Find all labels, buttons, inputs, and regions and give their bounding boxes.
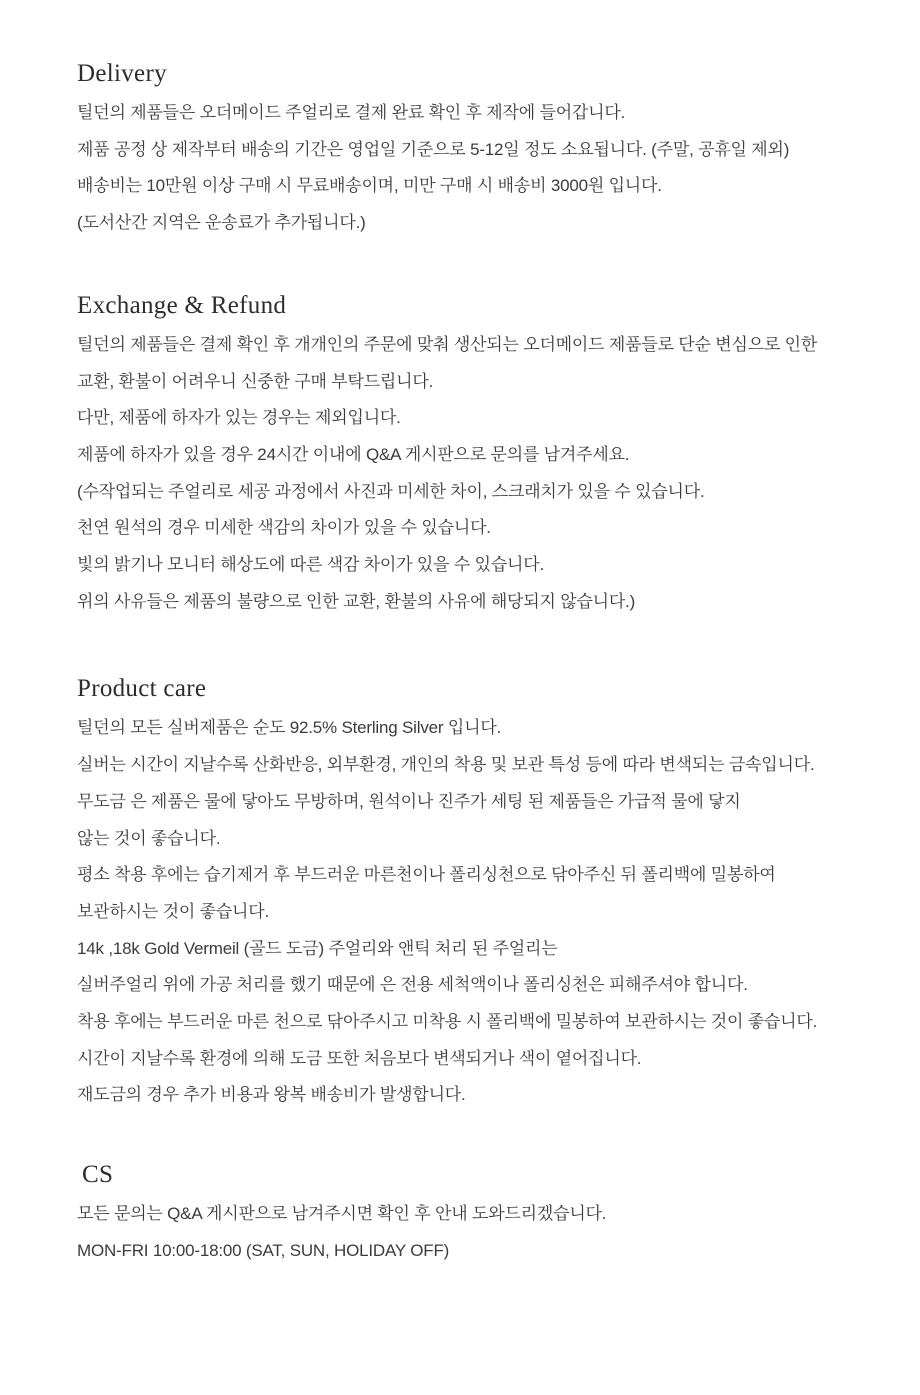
- policy-line: 빛의 밝기나 모니터 해상도에 따른 색감 차이가 있을 수 있습니다.: [77, 555, 545, 575]
- policy-line: MON-FRI 10:00-18:00 (SAT, SUN, HOLIDAY OFF): [77, 1240, 450, 1260]
- cs-heading: CS: [82, 1161, 114, 1189]
- section-cs: [77, 1160, 864, 1269]
- policy-line: 착용 후에는 부드러운 마른 천으로 닦아주시고 미착용 시 폴리백에 밀봉하여 보관하시는 것이 좋습니다.: [77, 1012, 818, 1032]
- policy-line: (도서산간 지역은 운송료가 추가됩니다.): [77, 213, 366, 233]
- policy-line: 재도금의 경우 추가 비용과 왕복 배송비가 발생합니다.: [77, 1085, 466, 1105]
- policy-line: 틸던의 제품들은 결제 확인 후 개개인의 주문에 맞춰 생산되는 오더메이드 제품들로 단순 변심으로 인한: [77, 334, 818, 354]
- policy-line: 배송비는 10만원 이상 구매 시 무료배송이며, 미만 구매 시 배송비 3000원 입니다.: [77, 176, 662, 196]
- policy-line: (수작업되는 주얼리로 세공 과정에서 사진과 미세한 차이, 스크래치가 있을 수 있습니다.: [77, 481, 705, 501]
- policy-line: 다만, 제품에 하자가 있는 경우는 제외입니다.: [77, 408, 401, 428]
- policy-line: 모든 문의는 Q&A 게시판으로 남겨주시면 확인 후 안내 도와드리겠습니다.: [77, 1204, 607, 1224]
- exchange-refund-heading: Exchange & Refund: [77, 291, 287, 319]
- policy-line: 무도금 은 제품은 물에 닿아도 무방하며, 원석이나 진주가 세팅 된 제품들은 가급적 물에 닿지: [77, 791, 741, 811]
- policy-line: 시간이 지날수록 환경에 의해 도금 또한 처음보다 변색되거나 색이 옅어집니다.: [77, 1048, 642, 1068]
- policy-line: 틸던의 모든 실버제품은 순도 92.5% Sterling Silver 입니다.: [77, 718, 502, 738]
- section-delivery: [77, 59, 864, 242]
- section-exchange-refund: [77, 291, 864, 621]
- policy-line: 틸던의 제품들은 오더메이드 주얼리로 결제 완료 확인 후 제작에 들어갑니다.: [77, 103, 626, 122]
- policy-line: 천연 원석의 경우 미세한 색감의 차이가 있을 수 있습니다.: [77, 518, 491, 538]
- policy-line: 보관하시는 것이 좋습니다.: [77, 901, 270, 921]
- policy-line: 실버는 시간이 지날수록 산화반응, 외부환경, 개인의 착용 및 보관 특성 등에 따라 변색되는 금속입니다.: [77, 755, 815, 775]
- policy-line: 14k ,18k Gold Vermeil (골드 도금) 주얼리와 앤틱 처리 된 주얼리는: [77, 938, 558, 958]
- policy-line: 실버주얼리 위에 가공 처리를 했기 때문에 은 전용 세척액이나 폴리싱천은 피해주셔야 합니다.: [77, 975, 748, 995]
- policy-line: 평소 착용 후에는 습기제거 후 부드러운 마른천이나 폴리싱천으로 닦아주신 뒤 폴리백에 밀봉하여: [77, 865, 776, 885]
- policy-line: 교환, 환불이 어려우니 신중한 구매 부탁드립니다.: [77, 371, 434, 391]
- policy-line: 제품에 하자가 있을 경우 24시간 이내에 Q&A 게시판으로 문의를 남겨주세요.: [77, 444, 630, 464]
- product-care-heading: Product care: [77, 675, 207, 703]
- policy-line: 제품 공정 상 제작부터 배송의 기간은 영업일 기준으로 5-12일 정도 소요됩니다. (주말, 공휴일 제외): [77, 139, 790, 159]
- policy-line: 위의 사유들은 제품의 불량으로 인한 교환, 환불의 사유에 해당되지 않습니다.): [77, 591, 636, 611]
- delivery-heading: Delivery: [77, 60, 167, 87]
- section-product-care: [77, 674, 864, 1114]
- policy-line: 않는 것이 좋습니다.: [77, 828, 221, 848]
